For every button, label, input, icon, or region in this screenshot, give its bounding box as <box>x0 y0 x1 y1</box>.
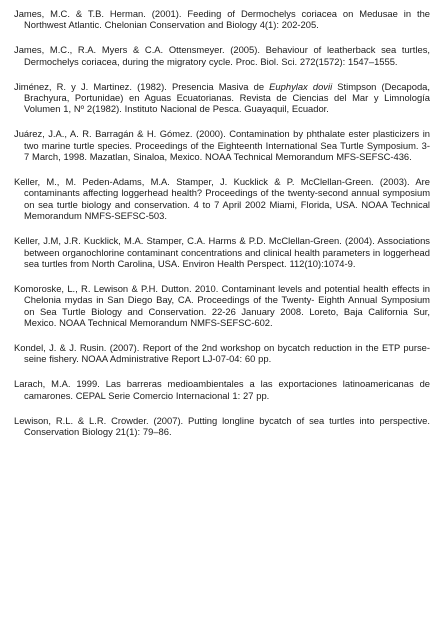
reference-entry <box>14 378 430 401</box>
reference-entry <box>14 283 430 329</box>
reference-text: Kondel, J. & J. Rusin. (2007). Report of the 2nd workshop on bycatch reduction in the ETP purse-seine fishery. NOAA Administrative Report LJ-07-04: 60 pp. <box>14 342 430 365</box>
reference-text-continued: Stimpson (Decapoda, Brachyura, Portunidae) en Aguas Ecuatorianas. Revista de Ciencias del Mar y Limnología Volumen 1, Nº 2(1982). Instituto Nacional de Pesca. Guayaquil, Ecuador. <box>24 80 430 115</box>
reference-text: Jiménez, R. y J. Martinez. (1982). Presencia Masiva de <box>14 80 270 92</box>
reference-entry <box>14 8 430 31</box>
reference-text: Komoroske, L., R. Lewison & P.H. Dutton. 2010. Contaminant levels and potential health effects in Chelonia mydas in San Diego Bay, CA. Proceedings of the Twenty- Eighth Annual Symposium on Sea Turtle Biology and Conservation. 22-26 January 2008. Loreto, Baja California Sur, Mexico. NOAA Technical Memorandum NMFS-SEFSC-602. <box>14 282 430 329</box>
reference-entry <box>14 81 430 115</box>
reference-text: Juárez, J.A., A. R. Barragán & H. Gómez. (2000). Contamination by phthalate ester plasticizers in two marine turtle species. Proceedings of the Eighteenth International Sea Turtle Symposium. 3-7 March, 1998. Mazatlan, Sinaloa, Mexico. NOAA Technical Memorandum MFS-SEFSC-436. <box>14 128 430 163</box>
reference-entry <box>14 44 430 67</box>
reference-entry <box>14 235 430 269</box>
reference-text: Keller, M., M. Peden-Adams, M.A. Stamper, J. Kucklick & P. McClellan-Green. (2003). Are contaminants affecting loggerhead health? Proceedings of the twenty-second annual symposium on sea turtle biology and conservation. 4 to 7 April 2002 Miami, Florida, USA. NOAA Technical Memorandum NMFS-SEFSC-503. <box>14 176 430 222</box>
reference-text: Larach, M.A. 1999. Las barreras medioambientales a las exportaciones latinoamericanas de camarones. CEPAL Serie Comercio Internacional 1: 27 pp. <box>14 378 430 401</box>
reference-entry <box>14 176 430 222</box>
reference-entry <box>14 342 430 365</box>
reference-entry <box>14 415 430 438</box>
species-name: Euphylax dovii <box>269 80 333 92</box>
reference-text: Keller, J.M, J.R. Kucklick, M.A. Stamper, C.A. Harms & P.D. McClellan-Green. (2004). Associations between organochlorine contaminant concentrations and clinical health parameters in loggerhead sea turtles from North Carolina, USA. Environ Health Perspect. 112(10):1074-9. <box>14 235 430 269</box>
reference-entry <box>14 128 430 162</box>
reference-text: James, M.C., R.A. Myers & C.A. Ottensmeyer. (2005). Behaviour of leatherback sea turtles, Dermochelys coriacea, during the migratory cycle. Proc. Biol. Sci. 272(1572): 1547–1555. <box>14 44 430 67</box>
reference-text: Lewison, R.L. & L.R. Crowder. (2007). Putting longline bycatch of sea turtles into perspective. Conservation Biology 21(1): 79–86. <box>14 414 430 438</box>
reference-text: James, M.C. & T.B. Herman. (2001). Feeding of Dermochelys coriacea on Medusae in the Northwest Atlantic. Chelonian Conservation and Biology 4(1): 202-205. <box>14 8 430 31</box>
